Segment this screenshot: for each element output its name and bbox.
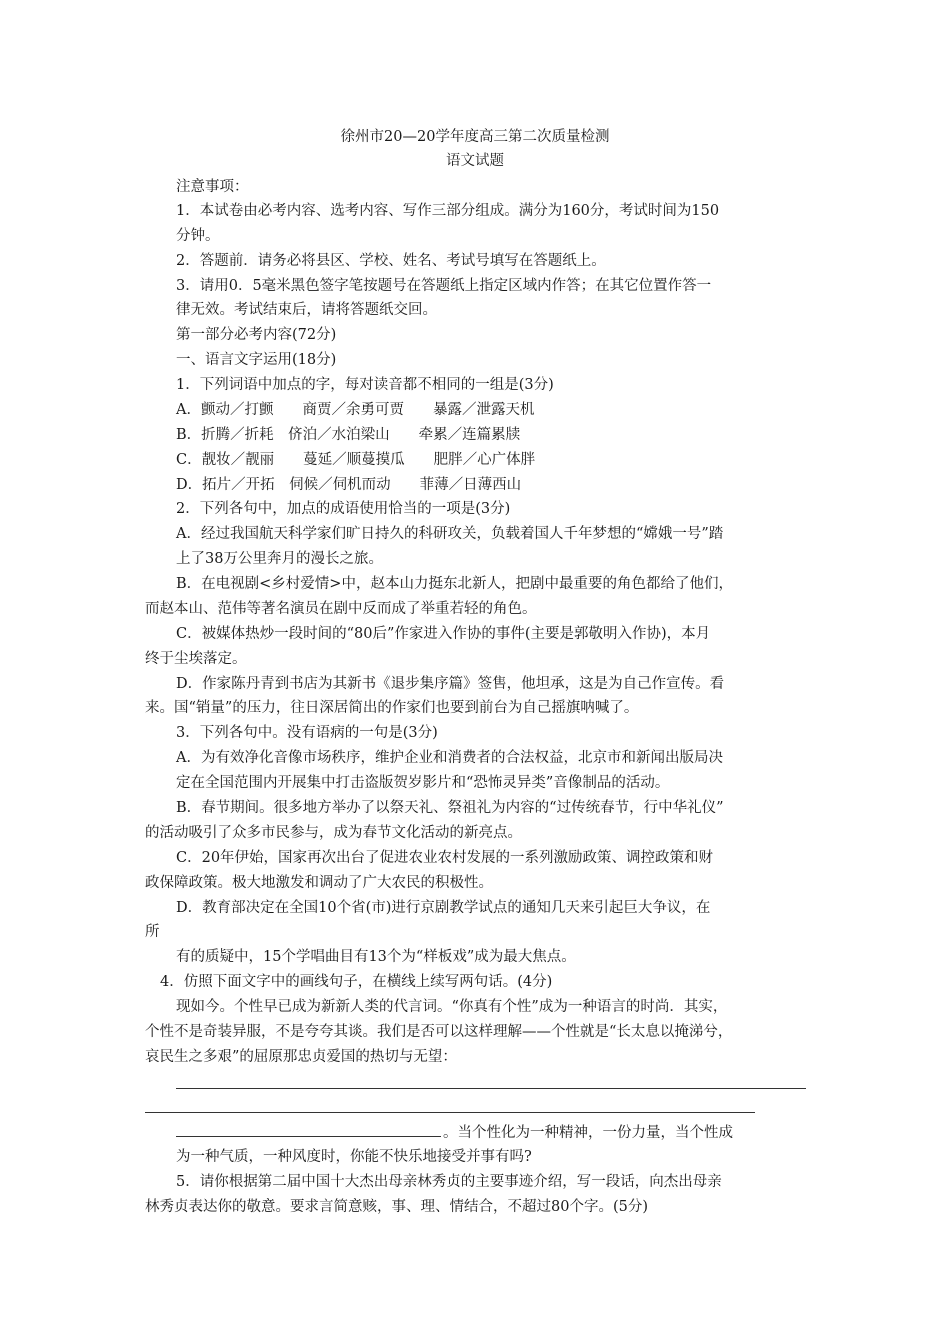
- exam-subtitle: 语文试题: [446, 153, 504, 169]
- note-1-line-1: 1．本试卷由必考内容、选考内容、写作三部分组成。满分为160分，考试时间为150: [176, 203, 720, 219]
- q2-option-c-line-1: C．被媒体热炒一段时间的“80后”作家进入作协的事件(主要是郭敬明入作协)，本月: [176, 626, 711, 642]
- note-2: 2．答题前．请务必将县区、学校、姓名、考试号填写在答题纸上。: [176, 253, 606, 269]
- answer-blank-line-3[interactable]: [176, 1122, 441, 1137]
- q2-option-c-line-2: 终于尘埃落定。: [145, 651, 247, 667]
- q3-option-c-line-1: C．20年伊始，国家再次出台了促进农业农村发展的一系列激励政策、调控政策和财: [176, 850, 714, 866]
- q3-stem: 3．下列各句中。没有语病的一句是(3分): [176, 725, 438, 741]
- q4-stem: 4．仿照下面文字中的画线句子，在横线上续写两句话。(4分): [160, 974, 553, 990]
- q2-option-a-line-1: A．经过我国航天科学家们旷日持久的科研攻关，负载着国人千年梦想的“嫦娥一号”踏: [176, 526, 724, 542]
- q3-option-a-line-1: A．为有效净化音像市场秩序，维护企业和消费者的合法权益，北京市和新闻出版局决: [176, 750, 723, 766]
- q2-option-d-line-1: D．作家陈丹青到书店为其新书《退步集序篇》签售，他坦承，这是为自己作宣传。看: [176, 676, 725, 692]
- q1-option-d: D．拓片／开拓 伺候／伺机而动 菲薄／日薄西山: [176, 477, 522, 493]
- exam-title: 徐州市20—20学年度高三第二次质量检测: [340, 129, 610, 145]
- q2-option-b-line-1: B．在电视剧<乡村爱情>中，赵本山力挺东北新人，把剧中最重要的角色都给了他们，: [176, 576, 733, 592]
- q3-option-b-line-2: 的活动吸引了众多市民参与，成为春节文化活动的新亮点。: [145, 825, 522, 841]
- q4-passage-line-1: 现如今。个性早已成为新新人类的代言词。“你真有个性”成为一种语言的时尚．其实，: [176, 999, 728, 1015]
- q3-option-c-line-2: 政保障政策。极大地激发和调动了广大农民的积极性。: [145, 875, 493, 891]
- q4-passage-line-4-text: 。当个性化为一种精神，一份力量，当个性成: [443, 1125, 733, 1141]
- q3-option-d-line-2: 所: [145, 924, 160, 940]
- note-3-line-1: 3．请用0．5毫米黑色签字笔按题号在答题纸上指定区域内作答；在其它位置作答一: [176, 278, 712, 294]
- q3-option-d-line-1: D．教育部决定在全国10个省(市)进行京剧教学试点的通知几天来引起巨大争议，在: [176, 900, 711, 916]
- answer-blank-line-2[interactable]: [145, 1112, 755, 1113]
- q5-stem-line-1: 5．请你根据第二届中国十大杰出母亲林秀贞的主要事迹介绍，写一段话，向杰出母亲: [176, 1174, 722, 1190]
- q1-option-a: A．颤动／打颤 商贾／余勇可贾 暴露／泄露天机: [176, 402, 535, 418]
- q1-stem: 1．下列词语中加点的字，每对读音都不相同的一组是(3分): [176, 377, 554, 393]
- section1-heading: 一、语言文字运用(18分): [176, 352, 337, 368]
- q2-option-b-line-2: 而赵本山、范伟等著名演员在剧中反而成了举重若轻的角色。: [145, 601, 537, 617]
- q2-stem: 2．下列各句中，加点的成语使用恰当的一项是(3分): [176, 501, 511, 517]
- q1-option-c: C．靓妆／靓丽 蔓延／顺蔓摸瓜 肥胖／心广体胖: [176, 452, 536, 468]
- q4-passage-line-5: 为一种气质，一种风度时，你能不快乐地接受并事有吗?: [176, 1149, 532, 1165]
- answer-blank-line-1[interactable]: [176, 1088, 806, 1089]
- q2-option-d-line-2: 来。国“销量”的压力，往日深居简出的作家们也要到前台为自己摇旗呐喊了。: [145, 700, 639, 716]
- q1-option-b: B．折腾／折耗 侪泊／水泊梁山 牵累／连篇累牍: [176, 427, 521, 443]
- notes-heading: 注意事项：: [176, 179, 249, 195]
- part1-heading: 第一部分必考内容(72分): [176, 327, 337, 343]
- q4-passage-line-4: [176, 1122, 733, 1143]
- note-3-line-2: 律无效。考试结束后，请将答题纸交回。: [176, 302, 437, 318]
- q4-passage-line-3: 哀民生之多艰”的屈原那忠贞爱国的热切与无望：: [145, 1049, 457, 1065]
- note-1-line-2: 分钟。: [176, 228, 220, 244]
- q4-passage-line-2: 个性不是奇装异服，不是夸夸其谈。我们是否可以这样理解——个性就是“长太息以掩涕兮，: [145, 1024, 733, 1040]
- q3-option-b-line-1: B．春节期间。很多地方举办了以祭天礼、祭祖礼为内容的“过传统春节，行中华礼仪”: [176, 800, 724, 816]
- q2-option-a-line-2: 上了38万公里奔月的漫长之旅。: [176, 551, 383, 567]
- q5-stem-line-2: 林秀贞表达你的敬意。要求言简意赅，事、理、情结合，不超过80个字。(5分): [145, 1199, 648, 1215]
- q3-option-d-line-3: 有的质疑中，15个学唱曲目有13个为“样板戏”成为最大焦点。: [176, 949, 576, 965]
- q3-option-a-line-2: 定在全国范围内开展集中打击盗版贺岁影片和“恐怖灵异类”音像制品的活动。: [176, 775, 670, 791]
